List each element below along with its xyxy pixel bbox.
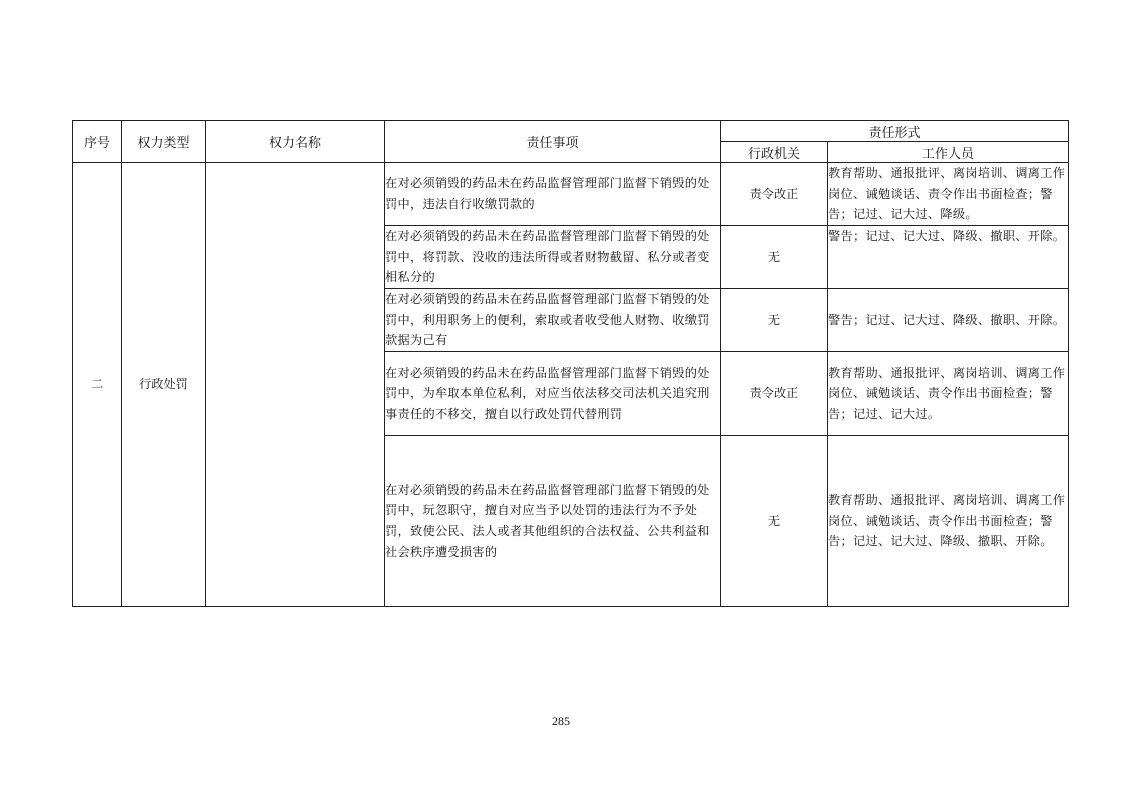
admin-org-cell: 责令改正 [721, 352, 828, 436]
header-power-type: 权力类型 [122, 121, 206, 163]
responsibility-item-cell: 在对必须销毁的药品未在药品监督管理部门监督下销毁的处罚中，将罚款、没收的违法所得或者财物截留、私分或者变相私分的 [385, 226, 721, 289]
responsibility-item-cell: 在对必须销毁的药品未在药品监督管理部门监督下销毁的处罚中，玩忽职守，擅自对应当予以处罚的违法行为不予处罚，致使公民、法人或者其他组织的合法权益、公共利益和社会秩序遭受损害的 [385, 436, 721, 607]
responsibility-item-cell: 在对必须销毁的药品未在药品监督管理部门监督下销毁的处罚中，违法自行收缴罚款的 [385, 163, 721, 226]
group-power-type: 行政处罚 [122, 163, 206, 607]
responsibility-item-cell: 在对必须销毁的药品未在药品监督管理部门监督下销毁的处罚中，为牟取本单位私利，对应当依法移交司法机关追究刑事责任的不移交，擅自以行政处罚代替刑罚 [385, 352, 721, 436]
header-staff: 工作人员 [828, 142, 1069, 163]
table-row [73, 163, 1069, 226]
header-seq: 序号 [73, 121, 122, 163]
responsibility-item-cell: 在对必须销毁的药品未在药品监督管理部门监督下销毁的处罚中，利用职务上的便利，索取或者收受他人财物、收缴罚款据为己有 [385, 289, 721, 352]
admin-org-cell: 无 [721, 289, 828, 352]
group-seq: 二 [73, 163, 122, 607]
page-number: 285 [552, 714, 570, 728]
admin-org-cell: 无 [721, 436, 828, 607]
header-responsibility-item: 责任事项 [385, 121, 721, 163]
staff-cell: 警告；记过、记大过、降级、撤职、开除。 [828, 289, 1069, 352]
header-responsibility-form: 责任形式 [721, 121, 1069, 142]
staff-cell: 教育帮助、通报批评、离岗培训、调离工作岗位、诫勉谈话、责令作出书面检查；警告；记过、记大过。 [828, 352, 1069, 436]
header-power-name: 权力名称 [206, 121, 385, 163]
header-admin-org: 行政机关 [721, 142, 828, 163]
admin-org-cell: 无 [721, 226, 828, 289]
admin-org-cell: 责令改正 [721, 163, 828, 226]
staff-cell: 教育帮助、通报批评、离岗培训、调离工作岗位、诫勉谈话、责令作出书面检查；警告；记过、记大过、降级。 [828, 163, 1069, 226]
staff-cell: 警告；记过、记大过、降级、撤职、开除。 [828, 226, 1069, 289]
responsibility-table [72, 120, 1069, 607]
staff-cell: 教育帮助、通报批评、离岗培训、调离工作岗位、诫勉谈话、责令作出书面检查；警告；记过、记大过、降级、撤职、开除。 [828, 436, 1069, 607]
group-power-name [206, 163, 385, 607]
